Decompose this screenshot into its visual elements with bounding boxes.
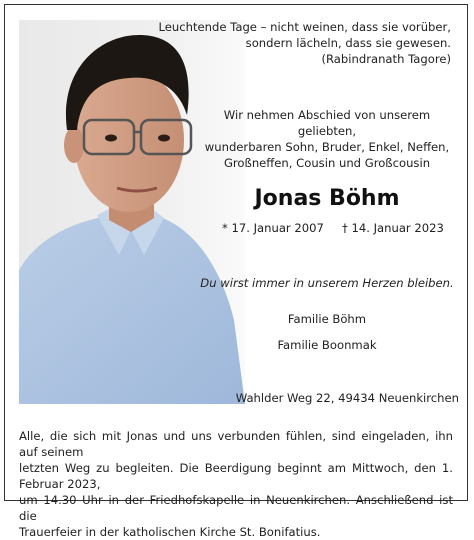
quote-author: (Rabindranath Tagore) bbox=[321, 52, 451, 66]
death-date: † 14. Januar 2023 bbox=[342, 221, 444, 235]
life-dates bbox=[222, 221, 444, 235]
motto: Du wirst immer in unserem Herzen bleiben. bbox=[200, 276, 454, 290]
info-line: um 14.30 Uhr in der Friedhofskapelle in Neuenkirchen. Anschließend ist die bbox=[19, 493, 453, 523]
quote-block bbox=[159, 19, 451, 67]
farewell-intro bbox=[200, 107, 454, 171]
intro-line: Großneffen, Cousin und Großcousin bbox=[223, 156, 431, 170]
info-line: Alle, die sich mit Jonas und uns verbunden fühlen, sind eingeladen, ihn auf seinem bbox=[19, 429, 453, 459]
info-line: letzten Weg zu begleiten. Die Beerdigung beginnt am Mittwoch, den 1. Februar 2023, bbox=[19, 461, 453, 491]
birth-date: * 17. Januar 2007 bbox=[222, 221, 324, 235]
info-line: Trauerfeier in der katholischen Kirche St. Bonifatius. bbox=[19, 525, 321, 539]
address: Wahlder Weg 22, 49434 Neuenkirchen bbox=[235, 391, 459, 405]
family-name: Familie Böhm bbox=[287, 312, 367, 326]
deceased-name: Jonas Böhm bbox=[254, 186, 400, 211]
funeral-info bbox=[19, 428, 453, 540]
quote-line: Leuchtende Tage – nicht weinen, dass sie vorüber, bbox=[158, 20, 451, 34]
intro-line: wunderbaren Sohn, Bruder, Enkel, Neffen, bbox=[204, 140, 450, 154]
intro-line: Wir nehmen Abschied von unserem geliebten, bbox=[223, 108, 431, 138]
quote-line: sondern lächeln, dass sie gewesen. bbox=[245, 36, 451, 50]
family-name: Familie Boonmak bbox=[277, 338, 377, 352]
